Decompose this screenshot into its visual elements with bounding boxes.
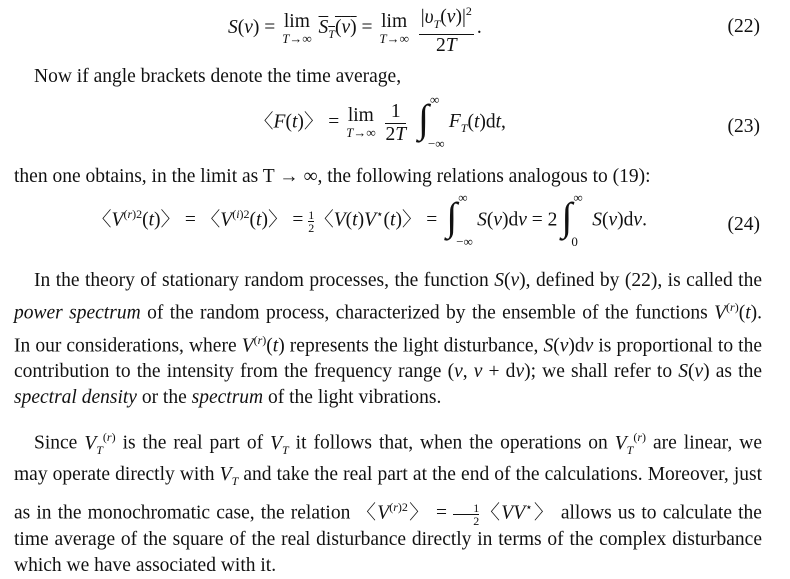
text-segment: . In our considerations, where xyxy=(14,302,762,356)
text-segment: as the xyxy=(709,361,762,382)
paragraph-relations xyxy=(14,164,762,190)
paragraph-power-spectrum: In the theory of stationary random processes, the function S(ν), defined by (22), is called the power spectrum of the random process, characterized by the ensemble of the functions $V^{(r)}(t)$. In our considerations, where $V^{(r)}(t)$ represents the light disturbance, S(ν)dν is proportional to the contribution to the intensity from the frequency range (ν, ν + dν); we shall refer to S(ν) as the spectral density or the spectrum of the light vibrations. xyxy=(14,270,762,408)
text-segment: and take the real part at the end of the calculations. Moreover, just as in the monochromatic case, the relation xyxy=(14,464,762,524)
term-spectrum: spectrum xyxy=(191,387,264,408)
text-segment: of the light vibrations. xyxy=(263,387,442,408)
text-segment: In the theory of stationary random processes, the function xyxy=(34,270,495,291)
equation-24: 〈$V^{(r)2}(t)$〉 = 〈$V^{(i)2}(t)$〉 = $\frac{1}{2}$ 〈V(t)V⋆(t)〉 = ∫ ∞ −∞ S(ν)dν = 2 ∫ ∞ 0 S(ν)dν. xyxy=(92,190,647,249)
text-segment: represents the light disturbance, xyxy=(284,335,544,356)
text-segment: of the random process, characterized by the ensemble of the functions xyxy=(140,302,715,324)
paragraph-real-part: Since $V_T^{(r)}$ is the real part of $V_T$ it follows that, when the operations on $V_T^{(r)}$ are linear, we may operate directly with $V_T$ and take the real part at the end of the calculations. Moreover, just as in the monochromatic case, the relation 〈$V^{(r)2}$〉 = $\frac{1}{2}$ 〈VV⋆〉 allows us to calculate the time average of the square of the real disturbance directly in terms of the complex disturbance which we have associated with it. xyxy=(14,430,762,576)
text-segment: are linear, we may operate directly with xyxy=(14,432,762,486)
equation-number-23: (23) xyxy=(727,116,760,137)
text-segment: allows us to calculate the time average of the square of the real disturbance directly in terms of the complex disturbance which we have associated with it. xyxy=(14,502,762,576)
equation-23: 〈F(t)〉 = lim T→∞ $\frac{1}{2T}$ ∫ ∞ −∞ $F_T(t)dt$, xyxy=(254,92,506,151)
text-segment: Since xyxy=(34,432,85,454)
text-segment: ); we shall refer to xyxy=(524,361,679,382)
paragraph-time-average: Now if angle brackets denote the time average, xyxy=(34,66,402,87)
equation-22: S(ν) = lim T→∞ $S_T(\nu)$ = lim T→∞ $\frac{|\upsilon_T(\nu)|^2}{2T}$ . xyxy=(228,0,482,57)
text-segment: , defined by (22), is called the xyxy=(525,270,762,291)
text-segment: is proportional to the contribution to the intensity from the frequency range ( xyxy=(14,335,762,382)
term-power-spectrum: power spectrum xyxy=(14,302,141,324)
equation-number-22: (22) xyxy=(727,16,760,37)
relations-text: then one obtains, in the limit as T → ∞, the following relations analogous to (19): xyxy=(14,166,651,187)
text-segment: or the xyxy=(136,387,192,408)
equation-number-24: (24) xyxy=(727,214,760,235)
text-segment: it follows that, when the operations on xyxy=(288,432,615,454)
text-segment: is the real part of xyxy=(115,432,271,454)
term-spectral-density: spectral density xyxy=(14,387,137,408)
